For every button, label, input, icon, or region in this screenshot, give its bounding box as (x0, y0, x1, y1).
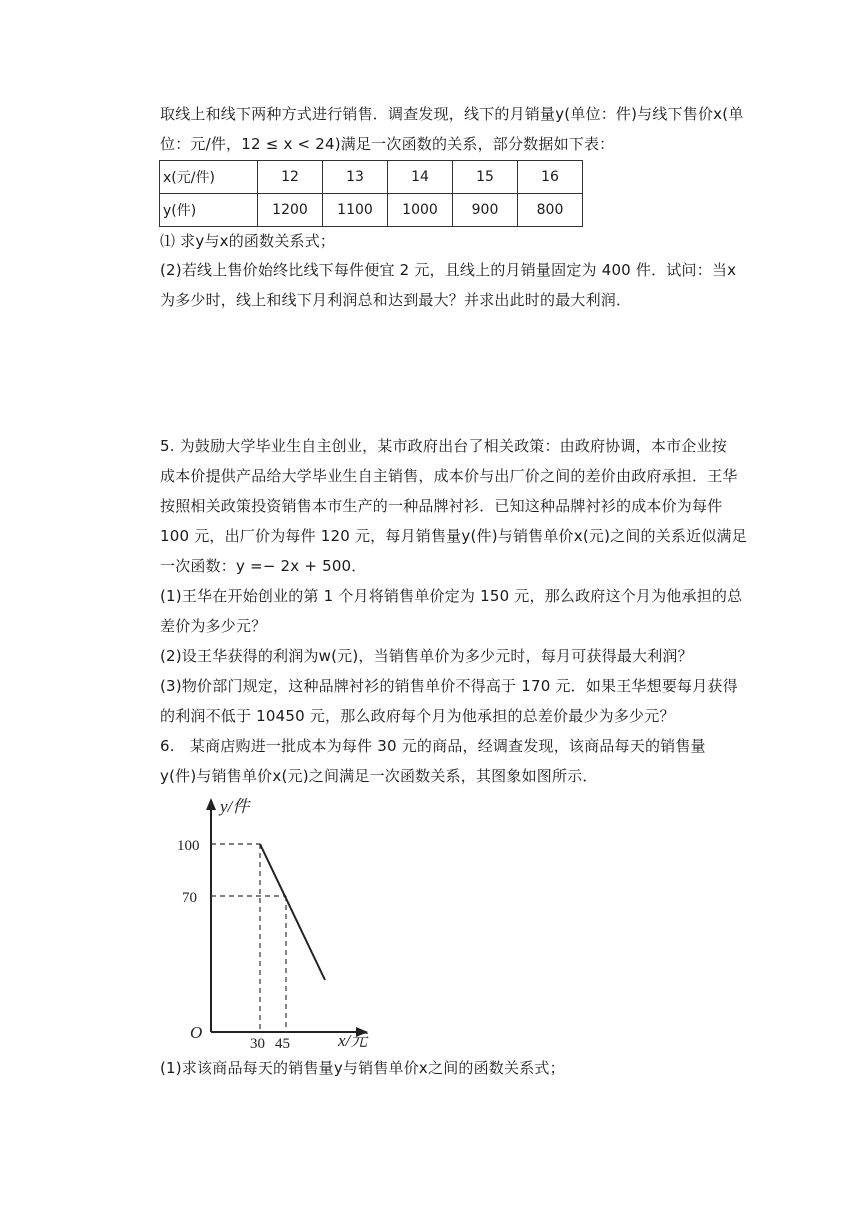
y-tick-100: 100 (177, 838, 200, 854)
table-cell: 14 (388, 161, 453, 194)
p5-line: 的利润不低于 10450 元，那么政府每个月为他承担的总差价最少为多少元？ (160, 707, 675, 725)
x-axis-label: x/元 (338, 1031, 368, 1050)
y-axis-arrow (206, 798, 216, 810)
origin-label: O (190, 1023, 203, 1042)
table-cell: 800 (518, 194, 583, 227)
table-cell: 1200 (258, 194, 323, 227)
row-header-y: y(件) (160, 194, 258, 227)
p5-line: (1)王华在开始创业的第 1 个月将销售单价定为 150 元，那么政府这个月为他承担的总 (160, 587, 743, 605)
p5-line: 一次函数：y =− 2x + 500． (160, 557, 367, 575)
p5-line: 差价为多少元？ (160, 617, 267, 635)
p5-line: 5. 为鼓励大学毕业生自主创业，某市政府出台了相关政策：由政府协调，本市企业按 (160, 437, 727, 455)
intro-line-1: 取线上和线下两种方式进行销售．调查发现，线下的月销量y(单位：件)与线下售价x(单 (160, 105, 744, 123)
p4-question-2-line-1: (2)若线上售价始终比线下每件便宜 2 元，且线上的月销量固定为 400 件．试问：当x (160, 261, 737, 279)
table-row-x (160, 161, 583, 194)
p5-line: 成本价提供产品给大学毕业生自主销售，成本价与出厂价之间的差价由政府承担．王华 (160, 467, 738, 485)
table-cell: 16 (518, 161, 583, 194)
y-axis-label: y/件 (220, 797, 250, 816)
p5-line: (2)设王华获得的利润为w(元)，当销售单价为多少元时，每月可获得最大利润？ (160, 647, 693, 665)
p6-line-2: y(件)与销售单价x(元)之间满足一次函数关系，其图象如图所示． (160, 767, 598, 785)
p4-question-2-line-2: 为多少时，线上和线下月利润总和达到最大？并求出此时的最大利润． (160, 291, 632, 309)
intro-line-2: 位：元/件，12 ≤ x < 24)满足一次函数的关系，部分数据如下表： (160, 135, 615, 153)
table-cell: 900 (453, 194, 518, 227)
x-tick-30: 30 (250, 1036, 265, 1050)
data-table (159, 160, 583, 227)
p6-question-1: (1)求该商品每天的销售量y与销售单价x之间的函数关系式； (160, 1059, 565, 1077)
table-cell: 12 (258, 161, 323, 194)
p4-question-1: ⑴ 求y与x的函数关系式； (160, 232, 336, 250)
table-cell: 1100 (323, 194, 388, 227)
row-header-x: x(元/件) (160, 161, 258, 194)
function-graph (160, 792, 380, 1050)
p5-line: 按照相关政策投资销售本市生产的一种品牌衬衫．已知这种品牌衬衫的成本价为每件 (160, 497, 723, 515)
table-cell: 15 (453, 161, 518, 194)
p6-line-1: 6. 某商店购进一批成本为每件 30 元的商品，经调查发现，该商品每天的销售量 (160, 737, 706, 755)
function-line (260, 844, 325, 980)
x-tick-45: 45 (275, 1036, 290, 1050)
table-row-y (160, 194, 583, 227)
p5-line: (3)物价部门规定，这种品牌衬衫的销售单价不得高于 170 元．如果王华想要每月获得 (160, 677, 738, 695)
p5-line: 100 元，出厂价为每件 120 元，每月销售量y(件)与销售单价x(元)之间的关系近似满足 (160, 527, 747, 545)
table-cell: 13 (323, 161, 388, 194)
y-tick-70: 70 (182, 890, 197, 906)
table-cell: 1000 (388, 194, 453, 227)
